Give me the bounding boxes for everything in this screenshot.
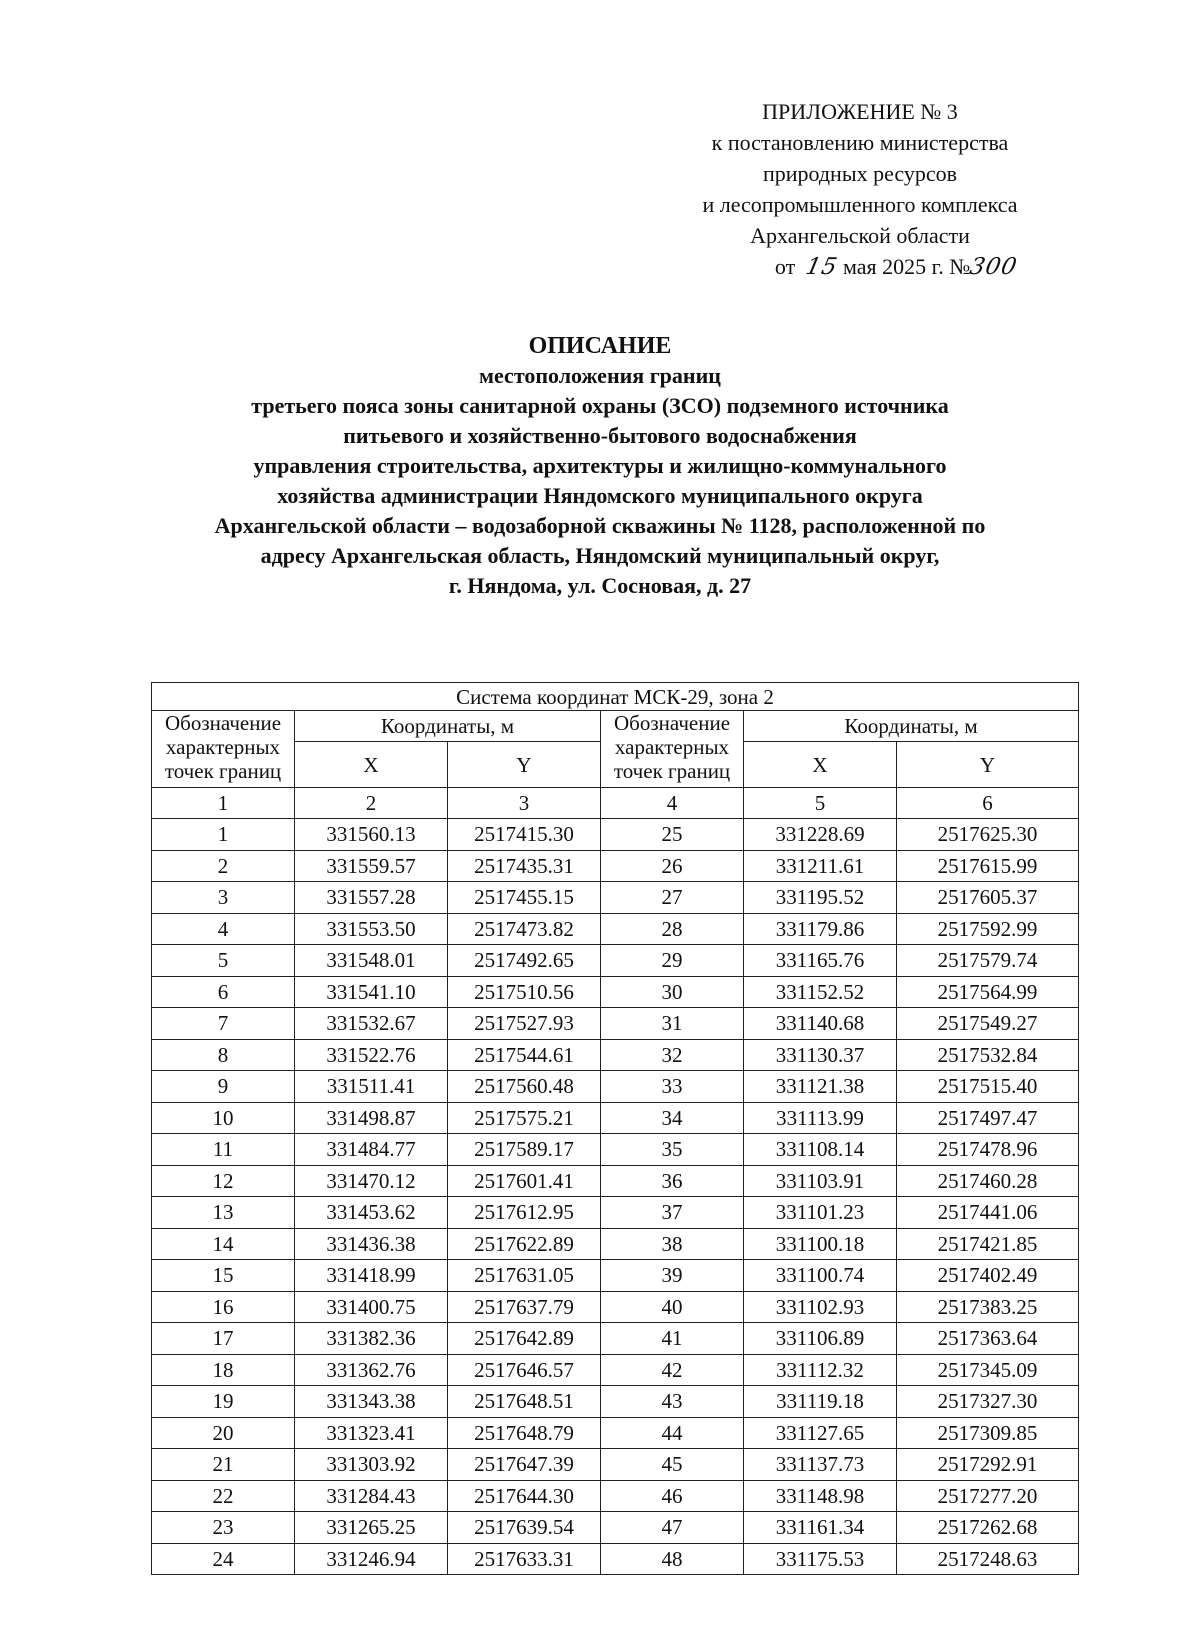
- table-row: [152, 1039, 1079, 1071]
- coord-y: 2517549.27: [897, 1008, 1079, 1040]
- coord-y: 2517415.30: [448, 819, 601, 851]
- coord-x: 331175.53: [744, 1543, 897, 1575]
- coord-x: 331108.14: [744, 1134, 897, 1166]
- coord-x: 331553.50: [295, 913, 448, 945]
- point-number: 36: [601, 1165, 744, 1197]
- title-line: управления строительства, архитектуры и жилищно-коммунального: [253, 453, 947, 478]
- coord-x: 331303.92: [295, 1449, 448, 1481]
- point-number: 26: [601, 850, 744, 882]
- coord-x: 331137.73: [744, 1449, 897, 1481]
- coord-y: 2517510.56: [448, 976, 601, 1008]
- column-number: 6: [897, 788, 1079, 819]
- point-number: 20: [152, 1417, 295, 1449]
- coord-x: 331284.43: [295, 1480, 448, 1512]
- table-row: [152, 1197, 1079, 1229]
- coord-y: 2517601.41: [448, 1165, 601, 1197]
- appendix-line: и лесопромышленного комплекса: [702, 192, 1018, 217]
- coord-x: 331436.38: [295, 1228, 448, 1260]
- date-prefix: от: [774, 254, 796, 279]
- appendix-line: к постановлению министерства: [711, 130, 1009, 155]
- coord-y: 2517544.61: [448, 1039, 601, 1071]
- point-number: 21: [152, 1449, 295, 1481]
- handwritten-day: 15: [803, 254, 841, 280]
- coordinates-header-left: Координаты, м: [295, 711, 601, 742]
- point-number: 31: [601, 1008, 744, 1040]
- point-number: 7: [152, 1008, 295, 1040]
- appendix-date-line: [676, 251, 1116, 283]
- table-row: [152, 976, 1079, 1008]
- point-number: 46: [601, 1480, 744, 1512]
- point-number: 18: [152, 1354, 295, 1386]
- coord-y: 2517421.85: [897, 1228, 1079, 1260]
- coord-y: 2517644.30: [448, 1480, 601, 1512]
- appendix-line: Архангельской области: [750, 223, 970, 248]
- point-number: 33: [601, 1071, 744, 1103]
- coord-y: 2517631.05: [448, 1260, 601, 1292]
- table-row: [152, 1260, 1079, 1292]
- coord-y: 2517564.99: [897, 976, 1079, 1008]
- table-row: [152, 1543, 1079, 1575]
- coord-x: 331130.37: [744, 1039, 897, 1071]
- coord-x: 331100.74: [744, 1260, 897, 1292]
- point-number: 12: [152, 1165, 295, 1197]
- appendix-header: [640, 96, 1080, 283]
- table-row: [152, 882, 1079, 914]
- point-number: 4: [152, 913, 295, 945]
- column-number: 3: [448, 788, 601, 819]
- coord-x: 331511.41: [295, 1071, 448, 1103]
- coord-y: 2517515.40: [897, 1071, 1079, 1103]
- coord-y: 2517455.15: [448, 882, 601, 914]
- coord-y: 2517642.89: [448, 1323, 601, 1355]
- handwritten-number: 300: [967, 254, 1020, 280]
- point-number: 5: [152, 945, 295, 977]
- point-number: 1: [152, 819, 295, 851]
- coord-x: 331498.87: [295, 1102, 448, 1134]
- coord-y: 2517492.65: [448, 945, 601, 977]
- coord-y: 2517435.31: [448, 850, 601, 882]
- coord-y: 2517575.21: [448, 1102, 601, 1134]
- coord-y: 2517309.85: [897, 1417, 1079, 1449]
- coord-x: 331560.13: [295, 819, 448, 851]
- coord-x: 331102.93: [744, 1291, 897, 1323]
- point-number: 9: [152, 1071, 295, 1103]
- point-number: 39: [601, 1260, 744, 1292]
- coord-y: 2517345.09: [897, 1354, 1079, 1386]
- coord-y: 2517497.47: [897, 1102, 1079, 1134]
- column-number: 2: [295, 788, 448, 819]
- point-number: 3: [152, 882, 295, 914]
- x-header-left: X: [295, 742, 448, 788]
- title-line: хозяйства администрации Няндомского муниципального округа: [277, 483, 923, 508]
- coord-y: 2517532.84: [897, 1039, 1079, 1071]
- coordinates-body: [152, 819, 1079, 1575]
- column-number: 5: [744, 788, 897, 819]
- table-row: [152, 1354, 1079, 1386]
- coord-x: 331106.89: [744, 1323, 897, 1355]
- point-number: 14: [152, 1228, 295, 1260]
- point-number: 38: [601, 1228, 744, 1260]
- point-number: 45: [601, 1449, 744, 1481]
- coord-y: 2517478.96: [897, 1134, 1079, 1166]
- coord-x: 331113.99: [744, 1102, 897, 1134]
- point-number: 19: [152, 1386, 295, 1418]
- table-row: [152, 819, 1079, 851]
- coord-x: 331557.28: [295, 882, 448, 914]
- coord-y: 2517647.39: [448, 1449, 601, 1481]
- point-number: 32: [601, 1039, 744, 1071]
- coord-y: 2517363.64: [897, 1323, 1079, 1355]
- coord-x: 331323.41: [295, 1417, 448, 1449]
- table-row: [152, 913, 1079, 945]
- coord-x: 331127.65: [744, 1417, 897, 1449]
- coord-x: 331148.98: [744, 1480, 897, 1512]
- title-line: третьего пояса зоны санитарной охраны (ЗСО) подземного источника: [251, 393, 949, 418]
- table-row: [152, 850, 1079, 882]
- point-number: 22: [152, 1480, 295, 1512]
- coord-y: 2517460.28: [897, 1165, 1079, 1197]
- point-number: 41: [601, 1323, 744, 1355]
- coord-y: 2517527.93: [448, 1008, 601, 1040]
- point-number: 24: [152, 1543, 295, 1575]
- coord-y: 2517633.31: [448, 1543, 601, 1575]
- coordinates-table: [151, 682, 1079, 1575]
- coord-y: 2517646.57: [448, 1354, 601, 1386]
- table-row: [152, 1512, 1079, 1544]
- coordinates-header-right: Координаты, м: [744, 711, 1079, 742]
- coord-y: 2517639.54: [448, 1512, 601, 1544]
- coord-x: 331100.18: [744, 1228, 897, 1260]
- table-row: [152, 1417, 1079, 1449]
- coord-y: 2517327.30: [897, 1386, 1079, 1418]
- coord-x: 331470.12: [295, 1165, 448, 1197]
- coord-y: 2517402.49: [897, 1260, 1079, 1292]
- table-row: [152, 1480, 1079, 1512]
- coord-y: 2517625.30: [897, 819, 1079, 851]
- point-number: 8: [152, 1039, 295, 1071]
- table-row: [152, 1102, 1079, 1134]
- column-number: 4: [601, 788, 744, 819]
- coord-y: 2517589.17: [448, 1134, 601, 1166]
- coord-x: 331161.34: [744, 1512, 897, 1544]
- x-header-right: X: [744, 742, 897, 788]
- coord-x: 331382.36: [295, 1323, 448, 1355]
- coord-y: 2517612.95: [448, 1197, 601, 1229]
- point-number: 23: [152, 1512, 295, 1544]
- point-number: 6: [152, 976, 295, 1008]
- column-number: 1: [152, 788, 295, 819]
- coord-x: 331400.75: [295, 1291, 448, 1323]
- title-line: адресу Архангельская область, Няндомский муниципальный округ,: [260, 543, 940, 568]
- coord-x: 331112.32: [744, 1354, 897, 1386]
- point-number: 15: [152, 1260, 295, 1292]
- coord-x: 331152.52: [744, 976, 897, 1008]
- coord-y: 2517383.25: [897, 1291, 1079, 1323]
- coord-y: 2517579.74: [897, 945, 1079, 977]
- point-number: 2: [152, 850, 295, 882]
- coord-x: 331541.10: [295, 976, 448, 1008]
- coord-x: 331195.52: [744, 882, 897, 914]
- coord-y: 2517473.82: [448, 913, 601, 945]
- title-line: Архангельской области – водозаборной скважины № 1128, расположенной по: [214, 513, 986, 538]
- point-number: 13: [152, 1197, 295, 1229]
- coord-x: 331265.25: [295, 1512, 448, 1544]
- table-row: [152, 1386, 1079, 1418]
- table-row: [152, 1071, 1079, 1103]
- coord-x: 331121.38: [744, 1071, 897, 1103]
- point-number: 29: [601, 945, 744, 977]
- coord-y: 2517592.99: [897, 913, 1079, 945]
- coord-x: 331228.69: [744, 819, 897, 851]
- table-row: [152, 1449, 1079, 1481]
- coord-x: 331211.61: [744, 850, 897, 882]
- coord-y: 2517615.99: [897, 850, 1079, 882]
- title-line: питьевого и хозяйственно-бытового водоснабжения: [343, 423, 857, 448]
- point-number: 37: [601, 1197, 744, 1229]
- point-number: 30: [601, 976, 744, 1008]
- coord-x: 331101.23: [744, 1197, 897, 1229]
- point-number: 28: [601, 913, 744, 945]
- coord-y: 2517605.37: [897, 882, 1079, 914]
- y-header-left: Y: [448, 742, 601, 788]
- point-number: 11: [152, 1134, 295, 1166]
- table-row: [152, 1323, 1079, 1355]
- coord-x: 331453.62: [295, 1197, 448, 1229]
- title-line: местоположения границ: [479, 363, 721, 388]
- point-number: 34: [601, 1102, 744, 1134]
- point-number: 16: [152, 1291, 295, 1323]
- coord-y: 2517292.91: [897, 1449, 1079, 1481]
- appendix-line: ПРИЛОЖЕНИЕ № 3: [762, 99, 958, 124]
- point-number: 43: [601, 1386, 744, 1418]
- point-number: 17: [152, 1323, 295, 1355]
- coord-x: 331119.18: [744, 1386, 897, 1418]
- coord-y: 2517262.68: [897, 1512, 1079, 1544]
- coord-x: 331343.38: [295, 1386, 448, 1418]
- table-row: [152, 945, 1079, 977]
- point-designation-header-left: Обозначение характерных точек границ: [152, 711, 295, 788]
- point-number: 42: [601, 1354, 744, 1386]
- coord-x: 331179.86: [744, 913, 897, 945]
- coord-x: 331418.99: [295, 1260, 448, 1292]
- point-number: 27: [601, 882, 744, 914]
- coord-x: 331522.76: [295, 1039, 448, 1071]
- coord-x: 331559.57: [295, 850, 448, 882]
- document-title: [90, 331, 1110, 601]
- point-number: 10: [152, 1102, 295, 1134]
- coord-y: 2517248.63: [897, 1543, 1079, 1575]
- table-row: [152, 1134, 1079, 1166]
- coord-x: 331484.77: [295, 1134, 448, 1166]
- point-number: 44: [601, 1417, 744, 1449]
- table-row: [152, 1165, 1079, 1197]
- coord-y: 2517648.79: [448, 1417, 601, 1449]
- point-number: 40: [601, 1291, 744, 1323]
- table-row: [152, 1008, 1079, 1040]
- coord-x: 331140.68: [744, 1008, 897, 1040]
- coordinate-system-header: Система координат МСК-29, зона 2: [152, 683, 1079, 711]
- point-designation-header-right: Обозначение характерных точек границ: [601, 711, 744, 788]
- title-main: ОПИСАНИЕ: [528, 333, 672, 359]
- coord-y: 2517277.20: [897, 1480, 1079, 1512]
- coord-y: 2517648.51: [448, 1386, 601, 1418]
- coord-x: 331548.01: [295, 945, 448, 977]
- appendix-line: природных ресурсов: [762, 161, 958, 186]
- point-number: 35: [601, 1134, 744, 1166]
- coord-x: 331362.76: [295, 1354, 448, 1386]
- coord-y: 2517560.48: [448, 1071, 601, 1103]
- point-number: 47: [601, 1512, 744, 1544]
- point-number: 25: [601, 819, 744, 851]
- table-row: [152, 1228, 1079, 1260]
- coord-y: 2517441.06: [897, 1197, 1079, 1229]
- y-header-right: Y: [897, 742, 1079, 788]
- point-number: 48: [601, 1543, 744, 1575]
- coord-x: 331103.91: [744, 1165, 897, 1197]
- coord-y: 2517622.89: [448, 1228, 601, 1260]
- coord-x: 331165.76: [744, 945, 897, 977]
- table-row: [152, 1291, 1079, 1323]
- date-middle: мая 2025 г. №: [843, 254, 971, 279]
- coord-x: 331532.67: [295, 1008, 448, 1040]
- title-line: г. Няндома, ул. Сосновая, д. 27: [448, 573, 752, 598]
- coord-y: 2517637.79: [448, 1291, 601, 1323]
- coord-x: 331246.94: [295, 1543, 448, 1575]
